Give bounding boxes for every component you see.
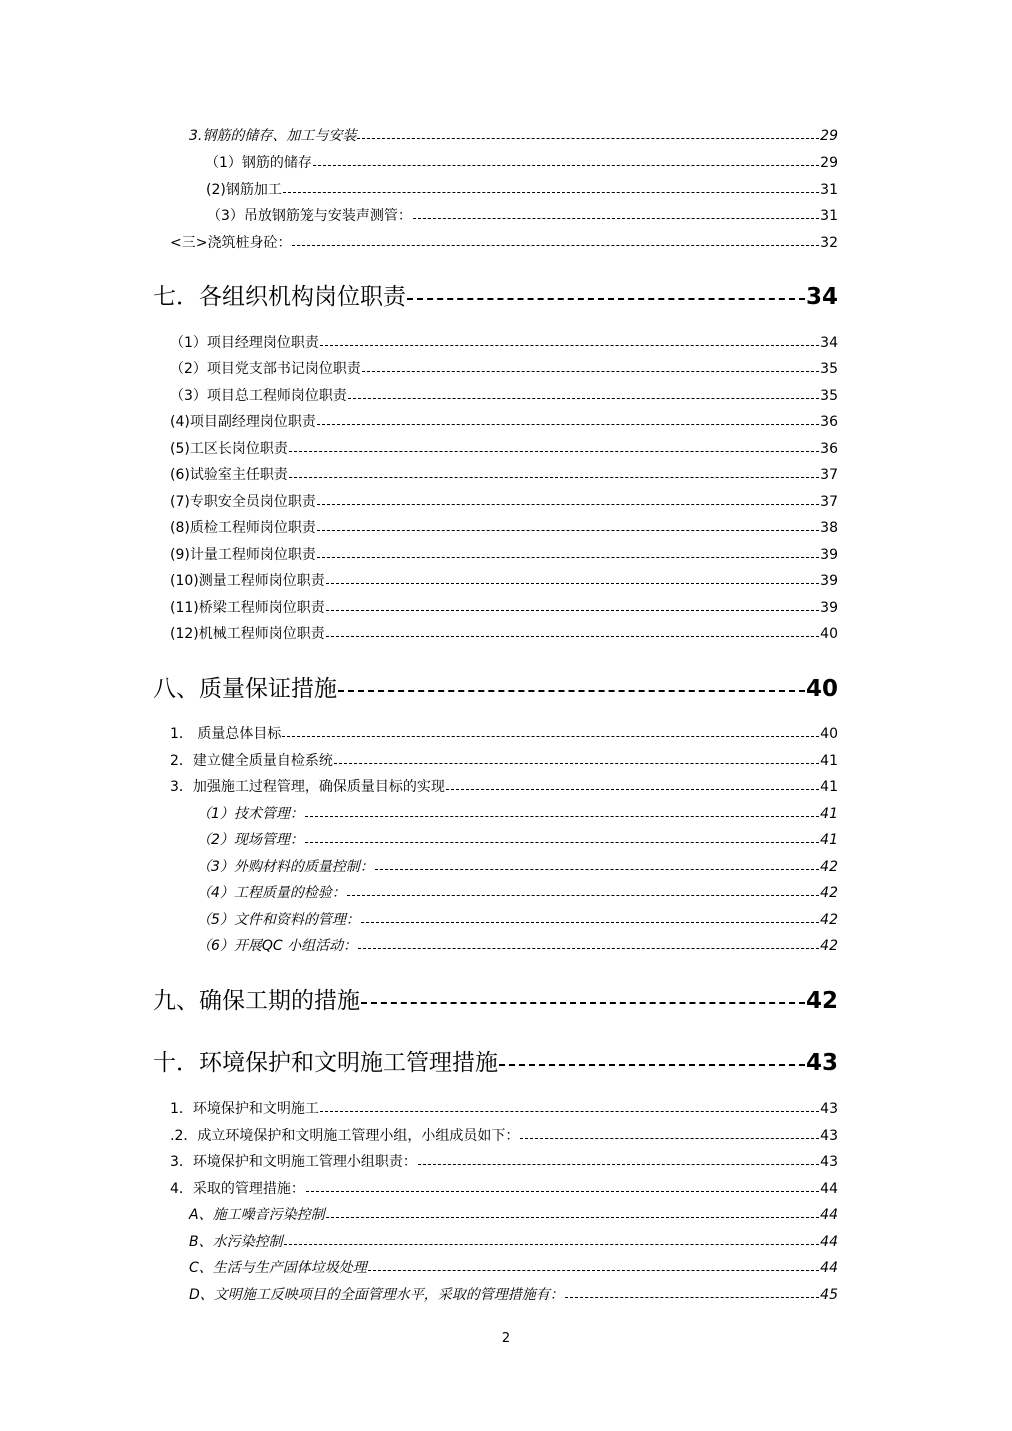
toc-entry[interactable] bbox=[0, 1098, 838, 1118]
toc-entry-page: 42 bbox=[820, 912, 838, 928]
toc-leader bbox=[362, 362, 819, 371]
toc-entry-page: 44 bbox=[820, 1181, 838, 1197]
toc-entry-page: 39 bbox=[820, 573, 838, 589]
toc-leader bbox=[361, 913, 819, 922]
toc-entry-page: 35 bbox=[820, 361, 838, 377]
toc-entry-label: （3）吊放钢筋笼与安装声测管： bbox=[207, 208, 412, 224]
toc-entry[interactable] bbox=[0, 935, 838, 955]
toc-leader bbox=[520, 1129, 819, 1138]
toc-section-label: 九、确保工期的措施 bbox=[153, 988, 360, 1014]
toc-entry[interactable] bbox=[0, 750, 838, 770]
toc-entry-label: （1）技术管理： bbox=[197, 806, 304, 822]
toc-section-heading[interactable] bbox=[0, 1044, 838, 1077]
toc-entry[interactable] bbox=[0, 491, 838, 511]
toc-entry-label: <三>浇筑桩身砼： bbox=[170, 235, 292, 251]
toc-entry-label: (12)机械工程师岗位职责 bbox=[170, 626, 325, 642]
toc-entry-label: D、文明施工反映项目的全面管理水平，采取的管理措施有： bbox=[189, 1287, 564, 1303]
toc-leader bbox=[348, 389, 819, 398]
toc-entry-page: 41 bbox=[820, 832, 838, 848]
toc-leader bbox=[326, 627, 819, 636]
toc-entry-label: (6)试验室主任职责 bbox=[170, 467, 288, 483]
toc-leader bbox=[289, 468, 819, 477]
toc-entry[interactable] bbox=[0, 1257, 838, 1277]
toc-entry-label: (11)桥梁工程师岗位职责 bbox=[170, 600, 325, 616]
toc-entry[interactable] bbox=[0, 544, 838, 564]
toc-entry-page: 36 bbox=[820, 441, 838, 457]
toc-section-page: 40 bbox=[805, 676, 838, 702]
toc-entry-page: 38 bbox=[820, 520, 838, 536]
toc-entry-label: 4．采取的管理措施： bbox=[170, 1181, 305, 1197]
toc-leader bbox=[326, 1208, 820, 1217]
toc-entry-label: 2．建立健全质量自检系统 bbox=[170, 753, 333, 769]
toc-leader bbox=[305, 807, 819, 816]
toc-entry-label: 3.钢筋的储存、加工与安装 bbox=[189, 128, 357, 144]
toc-entry-label: （6）开展QC 小组活动： bbox=[197, 938, 358, 954]
toc-entry-label: (4)项目副经理岗位职责 bbox=[170, 414, 316, 430]
toc-leader bbox=[368, 1261, 819, 1270]
toc-section-heading[interactable] bbox=[0, 278, 838, 311]
toc-leader bbox=[375, 860, 819, 869]
toc-entry[interactable] bbox=[0, 882, 838, 902]
toc-entry[interactable] bbox=[0, 597, 838, 617]
toc-entry[interactable] bbox=[0, 205, 838, 225]
toc-entry-label: C、生活与生产固体垃圾处理 bbox=[189, 1260, 367, 1276]
toc-entry-label: .2．成立环境保护和文明施工管理小组，小组成员如下： bbox=[170, 1128, 520, 1144]
toc-entry[interactable] bbox=[0, 1284, 838, 1304]
toc-entry-page: 37 bbox=[820, 494, 838, 510]
toc-entry-page: 43 bbox=[820, 1154, 838, 1170]
toc-entry-label: （2）项目党支部书记岗位职责 bbox=[170, 361, 361, 377]
toc-leader bbox=[347, 886, 819, 895]
toc-entry-label: (8)质检工程师岗位职责 bbox=[170, 520, 316, 536]
toc-entry[interactable] bbox=[0, 232, 838, 252]
toc-entry-label: （4）工程质量的检验： bbox=[197, 885, 346, 901]
toc-entry-label: （5）文件和资料的管理： bbox=[197, 912, 360, 928]
toc-entry-page: 43 bbox=[820, 1101, 838, 1117]
toc-entry[interactable] bbox=[0, 856, 838, 876]
toc-leader bbox=[306, 1182, 819, 1191]
toc-leader bbox=[282, 727, 819, 736]
toc-section-label: 七．各组织机构岗位职责 bbox=[153, 284, 406, 310]
toc-entry[interactable] bbox=[0, 776, 838, 796]
toc-entry-label: 1．环境保护和文明施工 bbox=[170, 1101, 319, 1117]
toc-entry-page: 34 bbox=[820, 335, 838, 351]
toc-entry[interactable] bbox=[0, 723, 838, 743]
toc-entry-page: 44 bbox=[820, 1234, 838, 1250]
toc-entry[interactable] bbox=[0, 623, 838, 643]
toc-entry-page: 32 bbox=[820, 235, 838, 251]
toc-entry[interactable] bbox=[0, 152, 838, 172]
toc-leader bbox=[317, 415, 819, 424]
toc-entry-label: (5)工区长岗位职责 bbox=[170, 441, 288, 457]
toc-leader bbox=[361, 991, 805, 1005]
toc-leader bbox=[317, 548, 819, 557]
toc-leader bbox=[446, 780, 819, 789]
toc-entry[interactable] bbox=[0, 125, 838, 145]
page-number: 2 bbox=[501, 1331, 511, 1346]
toc-leader bbox=[289, 442, 819, 451]
toc-entry[interactable] bbox=[0, 829, 838, 849]
toc-entry-label: （1）钢筋的储存 bbox=[205, 155, 312, 171]
toc-section-heading[interactable] bbox=[0, 670, 838, 703]
toc-leader bbox=[313, 156, 819, 165]
toc-entry[interactable] bbox=[0, 1204, 838, 1224]
toc-entry-page: 41 bbox=[820, 779, 838, 795]
toc-entry[interactable] bbox=[0, 1125, 838, 1145]
toc-entry-label: B、水污染控制 bbox=[189, 1234, 283, 1250]
toc-entry[interactable] bbox=[0, 1231, 838, 1251]
toc-entry-page: 45 bbox=[820, 1287, 838, 1303]
toc-entry[interactable] bbox=[0, 1151, 838, 1171]
toc-entry-page: 40 bbox=[820, 726, 838, 742]
toc-leader bbox=[338, 679, 805, 693]
toc-entry[interactable] bbox=[0, 358, 838, 378]
toc-entry-label: A、施工噪音污染控制 bbox=[189, 1207, 325, 1223]
toc-entry-page: 31 bbox=[820, 208, 838, 224]
toc-leader bbox=[358, 939, 819, 948]
toc-leader bbox=[326, 601, 819, 610]
toc-entry[interactable] bbox=[0, 411, 838, 431]
toc-section-page: 42 bbox=[805, 988, 838, 1014]
toc-entry-label: (7)专职安全员岗位职责 bbox=[170, 494, 316, 510]
toc-entry-page: 29 bbox=[820, 128, 838, 144]
toc-entry[interactable] bbox=[0, 517, 838, 537]
toc-entry-label: (9)计量工程师岗位职责 bbox=[170, 547, 316, 563]
toc-entry-page: 39 bbox=[820, 600, 838, 616]
toc-entry[interactable] bbox=[0, 803, 838, 823]
toc-section-page: 34 bbox=[805, 284, 838, 310]
toc-entry-label: （1）项目经理岗位职责 bbox=[170, 335, 319, 351]
toc-entry-label: 1． 质量总体目标 bbox=[170, 726, 282, 742]
toc-entry-page: 44 bbox=[820, 1260, 838, 1276]
toc-entry-page: 40 bbox=[820, 626, 838, 642]
toc-section-label: 八、质量保证措施 bbox=[153, 676, 337, 702]
toc-leader bbox=[284, 1235, 820, 1244]
toc-leader bbox=[320, 336, 819, 345]
toc-leader bbox=[413, 209, 819, 218]
toc-leader bbox=[565, 1288, 819, 1297]
toc-entry[interactable] bbox=[0, 179, 838, 199]
toc-leader bbox=[317, 495, 819, 504]
toc-entry-label: 3．加强施工过程管理，确保质量目标的实现 bbox=[170, 779, 445, 795]
toc-entry-page: 43 bbox=[820, 1128, 838, 1144]
toc-section-page: 43 bbox=[805, 1050, 838, 1076]
toc-entry-page: 42 bbox=[820, 938, 838, 954]
toc-leader bbox=[283, 183, 819, 192]
toc-entry-label: （3）外购材料的质量控制： bbox=[197, 859, 374, 875]
toc-entry[interactable] bbox=[0, 909, 838, 929]
toc-entry-page: 39 bbox=[820, 547, 838, 563]
toc-entry[interactable] bbox=[0, 464, 838, 484]
toc-entry-page: 42 bbox=[820, 859, 838, 875]
toc-leader bbox=[317, 521, 819, 530]
toc-leader bbox=[357, 129, 819, 138]
toc-leader bbox=[326, 574, 819, 583]
toc-section-heading[interactable] bbox=[0, 982, 838, 1015]
toc-entry[interactable] bbox=[0, 1178, 838, 1198]
toc-entry[interactable] bbox=[0, 332, 838, 352]
toc-leader bbox=[292, 236, 819, 245]
toc-entry-page: 31 bbox=[820, 182, 838, 198]
toc-entry[interactable] bbox=[0, 438, 838, 458]
toc-entry-page: 37 bbox=[820, 467, 838, 483]
toc-entry[interactable] bbox=[0, 570, 838, 590]
toc-entry-page: 44 bbox=[820, 1207, 838, 1223]
toc-leader bbox=[418, 1155, 819, 1164]
toc-entry[interactable] bbox=[0, 385, 838, 405]
toc-entry-page: 41 bbox=[820, 753, 838, 769]
toc-leader bbox=[305, 833, 819, 842]
toc-section-label: 十．环境保护和文明施工管理措施 bbox=[153, 1050, 498, 1076]
toc-entry-page: 29 bbox=[820, 155, 838, 171]
toc-leader bbox=[499, 1053, 805, 1067]
toc-entry-page: 41 bbox=[820, 806, 838, 822]
toc-entry-label: （3）项目总工程师岗位职责 bbox=[170, 388, 347, 404]
toc-entry-label: (2)钢筋加工 bbox=[206, 182, 282, 198]
toc-leader bbox=[320, 1102, 819, 1111]
toc-entry-page: 42 bbox=[820, 885, 838, 901]
toc-leader bbox=[334, 754, 819, 763]
toc-leader bbox=[407, 287, 805, 301]
toc-entry-label: (10)测量工程师岗位职责 bbox=[170, 573, 325, 589]
toc-entry-page: 36 bbox=[820, 414, 838, 430]
toc-entry-page: 35 bbox=[820, 388, 838, 404]
toc-entry-label: 3．环境保护和文明施工管理小组职责： bbox=[170, 1154, 417, 1170]
toc-entry-label: （2）现场管理： bbox=[197, 832, 304, 848]
